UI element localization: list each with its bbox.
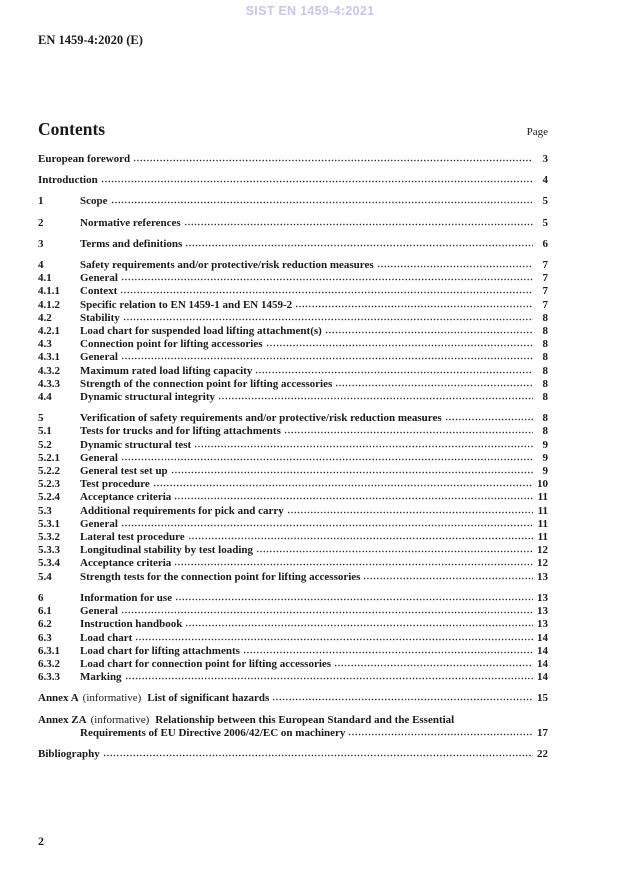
toc-entry-title: Acceptance criteria	[80, 491, 172, 504]
toc-entry	[38, 465, 548, 478]
toc-entry-number: 4.2	[38, 311, 52, 324]
watermark-text: SIST EN 1459-4:2021	[245, 4, 375, 18]
toc-entry-title: Connection point for lifting accessories	[80, 338, 263, 351]
toc-entry-page: 12	[537, 544, 548, 557]
toc-entry-line	[38, 605, 548, 618]
dot-leader	[121, 278, 533, 281]
contents-title: Contents	[38, 119, 106, 139]
toc-entry	[38, 452, 548, 465]
toc-entry-line	[38, 658, 548, 671]
toc-entry-page: 8	[542, 364, 548, 377]
toc-entry-number: 5.2	[38, 438, 52, 451]
toc-entry-line	[38, 452, 548, 465]
annex-label: Annex A	[38, 692, 79, 705]
toc-entry-page: 7	[542, 298, 548, 311]
toc-entry-number: 5	[38, 412, 44, 425]
toc-entry-title: Safety requirements and/or protective/risk reduction measures	[80, 259, 374, 272]
dot-leader	[218, 397, 533, 400]
toc-entry-line	[38, 671, 548, 684]
toc-entry	[38, 272, 548, 285]
toc-entry	[38, 671, 548, 684]
toc-entry-line	[38, 748, 548, 761]
toc-entry-title	[38, 692, 269, 705]
toc-entry-number: 6.3.1	[38, 644, 60, 657]
dot-leader	[185, 624, 533, 627]
toc-entry-page: 14	[537, 644, 548, 657]
dot-leader	[121, 611, 533, 614]
toc-entry-title: Dynamic structural test	[80, 438, 192, 451]
toc-entry-number: 5.3	[38, 504, 52, 517]
dot-leader	[174, 497, 533, 500]
toc-entry-title: General	[80, 272, 118, 285]
toc-entry-title: Dynamic structural integrity	[80, 391, 216, 404]
annex-qualifier: (informative)	[90, 713, 150, 726]
toc-entry-title: Introduction	[38, 174, 98, 187]
toc-entry-number: 6.2	[38, 618, 52, 631]
dot-leader	[272, 698, 533, 701]
toc-entry-title: Stability	[80, 311, 120, 324]
toc-entry-line	[38, 632, 548, 645]
toc-entry-page: 11	[537, 504, 548, 517]
toc-entry	[38, 544, 548, 557]
toc-entry	[38, 312, 548, 325]
dot-leader	[256, 550, 533, 553]
toc-entry-page: 5	[542, 195, 548, 208]
toc-entry-line	[38, 692, 548, 705]
toc-entry-title: Strength of the connection point for lifting accessories	[80, 377, 333, 390]
toc-entry-line	[38, 238, 548, 251]
toc-entry-line	[38, 425, 548, 438]
toc-entry-number: 5.2.2	[38, 465, 60, 478]
dot-leader	[266, 344, 533, 347]
toc-entry-title: Test procedure	[80, 478, 150, 491]
dot-leader	[295, 305, 533, 308]
toc-entry-page: 3	[542, 153, 548, 165]
toc-entry-line	[38, 714, 548, 727]
dot-leader	[121, 357, 533, 360]
toc-entry-title: Scope	[80, 195, 108, 208]
toc-entry-page: 14	[537, 657, 548, 670]
toc-entry-page: 9	[542, 438, 548, 451]
toc-entry-line	[38, 491, 548, 504]
toc-entry-line	[38, 571, 548, 584]
toc-entry-line	[38, 217, 548, 230]
toc-entry-title: Strength tests for the connection point for lifting accessories	[80, 570, 361, 583]
dot-leader	[255, 371, 533, 374]
annex-label: Annex ZA	[38, 713, 87, 726]
toc-entry-number: 4.3.1	[38, 351, 60, 364]
dot-leader	[120, 291, 533, 294]
toc-entry-number: 4	[38, 259, 44, 272]
page-column-label: Page	[526, 126, 548, 138]
toc-entry-title: Information for use	[80, 591, 173, 604]
toc-entry-page: 8	[542, 311, 548, 324]
toc-entry-line	[38, 285, 548, 298]
toc-entry-number: 4.2.1	[38, 325, 60, 338]
annex-qualifier: (informative)	[82, 692, 142, 705]
dot-leader	[363, 577, 533, 580]
toc-entry-page: 11	[537, 531, 548, 544]
toc-entry	[38, 714, 548, 740]
toc-entry	[38, 238, 548, 251]
toc-entry-title: Acceptance criteria	[80, 557, 172, 570]
toc-entry-line	[38, 325, 548, 338]
toc-entry-number: 3	[38, 237, 44, 250]
toc-entry-title: Context	[80, 285, 118, 298]
toc-entry-number: 4.1	[38, 272, 52, 285]
toc-entry-page: 12	[537, 557, 548, 570]
toc-entry	[38, 478, 548, 491]
toc-entry-title: Instruction handbook	[80, 618, 183, 631]
toc-entry-line	[38, 505, 548, 518]
dot-leader	[348, 733, 533, 736]
toc-entry-number: 5.3.3	[38, 544, 60, 557]
toc-entry-title: General	[80, 451, 118, 464]
toc-entry-title: General	[80, 605, 118, 618]
toc-entry-line	[38, 195, 548, 208]
toc-entry-number: 5.2.4	[38, 491, 60, 504]
toc-entry-page: 6	[542, 237, 548, 250]
dot-leader	[325, 331, 533, 334]
toc-entry-number: 5.2.1	[38, 451, 60, 464]
toc-entry-number: 4.3.3	[38, 377, 60, 390]
toc-entry	[38, 195, 548, 208]
toc-entry-page: 7	[542, 259, 548, 272]
toc-entry-title: Tests for trucks and for lifting attachments	[80, 425, 281, 438]
toc-entry-title: General	[80, 517, 118, 530]
toc-entry-number: 4.3.2	[38, 364, 60, 377]
toc-entry-line	[38, 174, 548, 187]
toc-entry	[38, 391, 548, 404]
toc-entry	[38, 259, 548, 272]
toc-entry-line	[38, 618, 548, 631]
dot-leader	[287, 511, 533, 514]
dot-leader	[125, 677, 533, 680]
dot-leader	[377, 265, 533, 268]
toc-entry	[38, 365, 548, 378]
toc-entry-title: Longitudinal stability by test loading	[80, 544, 253, 557]
dot-leader	[243, 651, 533, 654]
toc-entry-number: 4.1.1	[38, 285, 60, 298]
toc-entry-line	[38, 365, 548, 378]
dot-leader	[135, 638, 533, 641]
toc-entry	[38, 439, 548, 452]
toc-entry-number: 5.3.1	[38, 517, 60, 530]
toc-entry-title: Verification of safety requirements and/or protective/risk reduction measures	[80, 412, 442, 425]
toc-entry-title: Normative references	[80, 216, 181, 229]
toc-entry-line	[38, 259, 548, 272]
toc-entry	[38, 557, 548, 570]
toc-entry-page: 11	[537, 517, 548, 530]
dot-leader	[101, 180, 533, 183]
toc-entry	[38, 174, 548, 187]
toc-entry-page: 17	[537, 726, 548, 739]
toc-list	[38, 153, 548, 761]
toc-entry-title: Terms and definitions	[80, 237, 183, 250]
toc-entry	[38, 325, 548, 338]
toc-entry-page: 13	[537, 570, 548, 583]
dot-leader	[153, 484, 533, 487]
toc-entry-line	[38, 544, 548, 557]
toc-entry-page: 22	[537, 747, 548, 760]
toc-entry-page: 8	[542, 338, 548, 351]
toc-entry	[38, 605, 548, 618]
contents-section	[38, 119, 548, 761]
toc-entry-line-wrap	[80, 727, 548, 740]
toc-entry	[38, 378, 548, 391]
toc-entry-title: Load chart for lifting attachments	[80, 644, 240, 657]
dot-leader	[334, 664, 533, 667]
toc-entry-title: Specific relation to EN 1459-1 and EN 1459-2	[80, 298, 293, 311]
dot-leader	[284, 431, 533, 434]
toc-entry-number: 5.3.4	[38, 557, 60, 570]
toc-entry-title: Load chart for connection point for lifting accessories	[80, 657, 332, 670]
toc-entry	[38, 285, 548, 298]
toc-entry-title: Marking	[80, 671, 122, 684]
toc-entry	[38, 338, 548, 351]
toc-entry-page: 7	[542, 285, 548, 298]
dot-leader	[185, 244, 533, 247]
toc-entry-line	[38, 391, 548, 404]
annex-title: Relationship between this European Standard and the Essential	[155, 713, 455, 726]
dot-leader	[335, 384, 533, 387]
toc-entry-line	[38, 518, 548, 531]
toc-entry	[38, 153, 548, 166]
document-reference: EN 1459-4:2020 (E)	[38, 33, 143, 47]
toc-entry-title	[38, 714, 454, 727]
toc-entry	[38, 632, 548, 645]
dot-leader	[121, 458, 533, 461]
toc-entry-page: 14	[537, 631, 548, 644]
toc-entry-line	[38, 557, 548, 570]
toc-entry-page: 11	[537, 491, 548, 504]
dot-leader	[184, 223, 533, 226]
toc-entry-number: 1	[38, 195, 44, 208]
toc-entry-page: 8	[542, 391, 548, 404]
dot-leader	[133, 159, 533, 162]
toc-entry-page: 8	[542, 351, 548, 364]
toc-entry-title: General	[80, 351, 118, 364]
toc-entry-page: 5	[542, 216, 548, 229]
toc-entry	[38, 518, 548, 531]
toc-entry	[38, 571, 548, 584]
toc-entry-number: 4.4	[38, 391, 52, 404]
toc-entry-line	[38, 645, 548, 658]
toc-entry-line	[38, 272, 548, 285]
toc-entry-number: 6.3	[38, 631, 52, 644]
toc-entry-line	[38, 312, 548, 325]
toc-entry	[38, 351, 548, 364]
toc-entry-line	[38, 153, 548, 166]
toc-entry	[38, 299, 548, 312]
toc-entry-page: 13	[537, 618, 548, 631]
toc-entry-line	[38, 465, 548, 478]
toc-entry-line	[38, 531, 548, 544]
dot-leader	[194, 445, 533, 448]
dot-leader	[123, 318, 533, 321]
toc-entry-number: 5.1	[38, 425, 52, 438]
toc-entry-page: 8	[542, 412, 548, 425]
dot-leader	[103, 754, 533, 757]
toc-entry-line	[38, 439, 548, 452]
toc-entry-title: Bibliography	[38, 747, 100, 760]
toc-entry-title: European foreword	[38, 153, 131, 165]
contents-heading	[38, 119, 548, 140]
toc-entry	[38, 425, 548, 438]
toc-entry-page: 10	[537, 478, 548, 491]
toc-entry-number: 6.1	[38, 605, 52, 618]
toc-entry	[38, 592, 548, 605]
toc-entry	[38, 505, 548, 518]
toc-entry	[38, 531, 548, 544]
dot-leader	[175, 598, 533, 601]
toc-entry-title-continued: Requirements of EU Directive 2006/42/EC on machinery	[80, 726, 346, 739]
toc-entry-page: 8	[542, 377, 548, 390]
annex-title: List of significant hazards	[147, 692, 270, 705]
toc-entry	[38, 412, 548, 425]
toc-entry-title: Lateral test procedure	[80, 531, 185, 544]
toc-entry-line	[38, 592, 548, 605]
toc-entry-page: 13	[537, 605, 548, 618]
toc-entry-line	[38, 478, 548, 491]
dot-leader	[445, 418, 533, 421]
toc-entry-page: 8	[542, 425, 548, 438]
toc-entry-page: 15	[537, 692, 548, 705]
toc-entry	[38, 618, 548, 631]
toc-entry-number: 4.3	[38, 338, 52, 351]
toc-entry	[38, 748, 548, 761]
dot-leader	[121, 524, 533, 527]
toc-entry-number: 6.3.3	[38, 671, 60, 684]
dot-leader	[174, 563, 533, 566]
toc-entry	[38, 217, 548, 230]
toc-entry-page: 4	[542, 174, 548, 187]
toc-entry	[38, 491, 548, 504]
toc-entry-number: 5.4	[38, 570, 52, 583]
toc-entry-number: 6	[38, 591, 44, 604]
toc-entry-number: 4.1.2	[38, 298, 60, 311]
toc-entry-page: 7	[542, 272, 548, 285]
toc-entry	[38, 658, 548, 671]
footer-page-number: 2	[38, 834, 44, 848]
toc-entry-title: Maximum rated load lifting capacity	[80, 364, 253, 377]
dot-leader	[111, 201, 534, 204]
toc-entry-number: 5.2.3	[38, 478, 60, 491]
toc-entry-title: General test set up	[80, 465, 168, 478]
toc-entry-number: 6.3.2	[38, 657, 60, 670]
toc-entry-title: Additional requirements for pick and carry	[80, 504, 284, 517]
toc-entry-page: 13	[537, 591, 548, 604]
toc-entry-line	[38, 412, 548, 425]
toc-entry-line	[38, 338, 548, 351]
dot-leader	[188, 537, 533, 540]
toc-entry-page: 14	[537, 671, 548, 684]
toc-entry-page: 9	[542, 465, 548, 478]
toc-entry-number: 5.3.2	[38, 531, 60, 544]
dot-leader	[171, 471, 533, 474]
toc-entry-number: 2	[38, 216, 44, 229]
toc-entry-title: Load chart for suspended load lifting attachment(s)	[80, 325, 322, 338]
toc-entry-line	[38, 299, 548, 312]
toc-entry	[38, 692, 548, 705]
toc-entry	[38, 645, 548, 658]
toc-entry-page: 9	[542, 451, 548, 464]
toc-entry-title: Load chart	[80, 631, 133, 644]
toc-entry-line	[38, 378, 548, 391]
toc-entry-line	[38, 351, 548, 364]
toc-entry-page: 8	[542, 325, 548, 338]
